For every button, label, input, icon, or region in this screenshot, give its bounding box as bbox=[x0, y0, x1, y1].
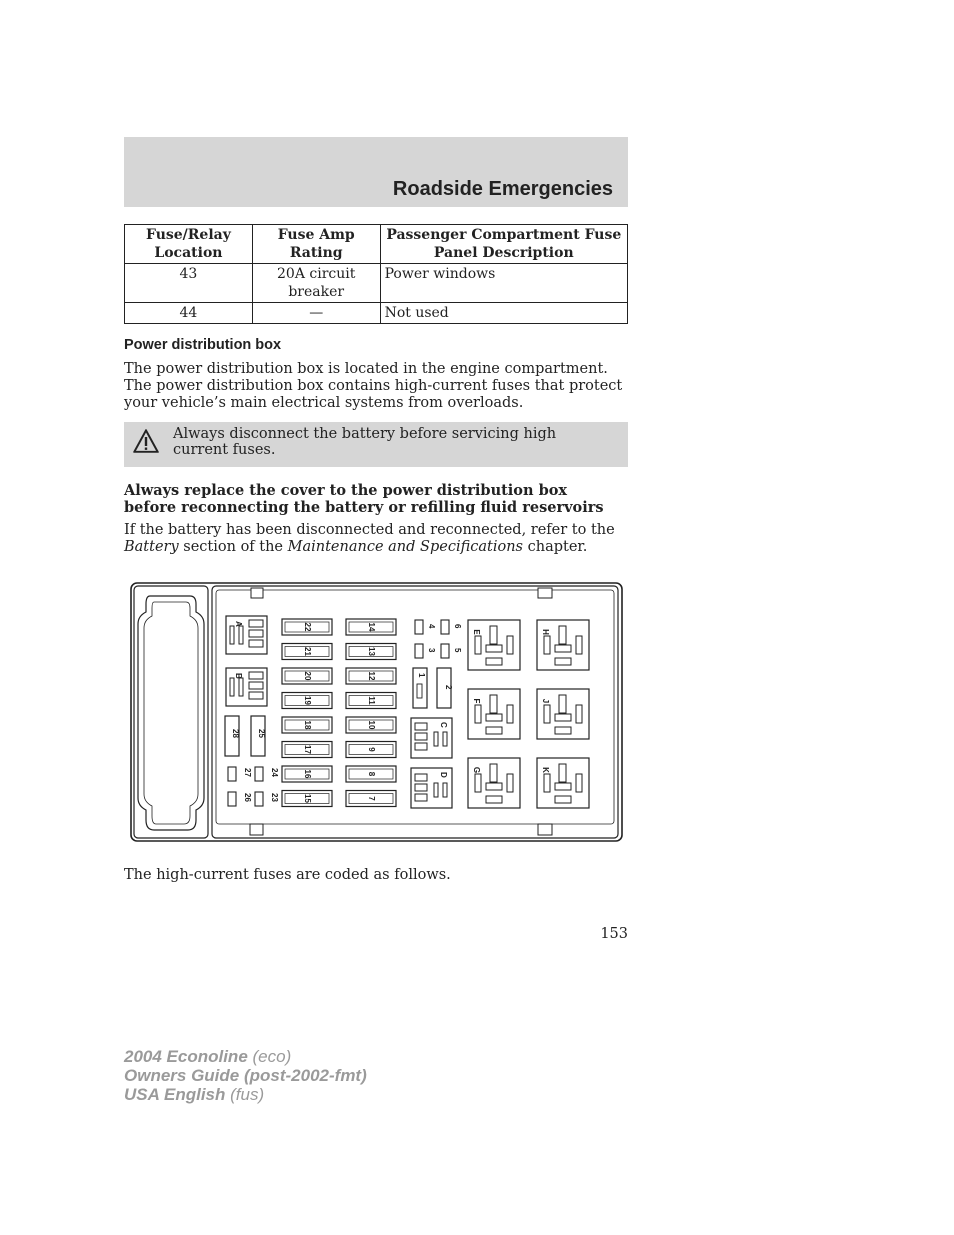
footer-text: (eco) bbox=[247, 1047, 292, 1066]
relay-F bbox=[468, 689, 520, 739]
column-header: Passenger Compartment Fuse Panel Description bbox=[380, 225, 627, 264]
italic-text: Maintenance and Specifications bbox=[287, 539, 523, 555]
fuse-1 bbox=[413, 668, 427, 708]
fuse-24 bbox=[255, 767, 279, 781]
text-run: chapter. bbox=[523, 539, 588, 555]
fuse-label: 6 bbox=[453, 624, 462, 629]
footer-text: Owners Guide (post-2002-fmt) bbox=[124, 1066, 367, 1085]
footer-text: 2004 Econoline bbox=[124, 1047, 248, 1066]
fuse-14 bbox=[346, 619, 396, 635]
fuse-column-1 bbox=[282, 619, 332, 807]
warning-triangle-icon bbox=[133, 428, 159, 454]
relay-C bbox=[411, 718, 452, 758]
italic-text: Battery bbox=[124, 539, 179, 555]
page-number: 153 bbox=[600, 926, 628, 942]
fuse-7 bbox=[346, 791, 396, 807]
table-cell: Power windows bbox=[380, 264, 627, 303]
fuse-label: 4 bbox=[427, 624, 436, 629]
relay-A bbox=[226, 616, 267, 654]
fuse-10 bbox=[346, 717, 396, 733]
fuse-9 bbox=[346, 742, 396, 758]
fuse-28 bbox=[225, 716, 240, 756]
fuse-5 bbox=[441, 644, 462, 658]
text-run: section of the bbox=[178, 539, 288, 555]
fuse-label: 25 bbox=[257, 729, 266, 738]
fuse-26 bbox=[228, 792, 252, 806]
section-heading: Power distribution box bbox=[124, 337, 282, 353]
after-diagram-text: The high-current fuses are coded as follows. bbox=[124, 867, 451, 883]
fuse-8 bbox=[346, 766, 396, 782]
fuse-label: 16 bbox=[302, 769, 312, 779]
fuse-label: 2 bbox=[444, 685, 453, 690]
fuse-label: 12 bbox=[366, 671, 376, 681]
fuse-label: 26 bbox=[243, 793, 252, 802]
fuse-18 bbox=[282, 717, 332, 733]
fuse-label: 1 bbox=[417, 673, 426, 678]
footer-line bbox=[124, 1066, 367, 1085]
fuse-label: 10 bbox=[366, 720, 376, 730]
fuse-label: 28 bbox=[231, 729, 240, 738]
fuse-4 bbox=[415, 620, 436, 634]
fuse-label: 19 bbox=[302, 696, 312, 705]
mount-tab bbox=[251, 588, 263, 598]
table-row bbox=[125, 264, 628, 303]
fuse-23 bbox=[255, 792, 279, 806]
fuse-27 bbox=[228, 767, 252, 781]
footer-text: (fus) bbox=[225, 1085, 265, 1104]
fuse-15 bbox=[282, 791, 332, 807]
cover-warning-paragraph: Always replace the cover to the power distribution box before reconnecting the battery or refilling fluid reservoirs bbox=[124, 482, 604, 516]
fuse-label: 9 bbox=[366, 747, 376, 752]
table-cell: 20A circuit breaker bbox=[252, 264, 380, 303]
relay-label: H bbox=[540, 629, 550, 635]
fuse-11 bbox=[346, 693, 396, 709]
fuse-label: 17 bbox=[302, 745, 312, 754]
relay-label: A bbox=[234, 621, 243, 627]
footer-line bbox=[124, 1047, 367, 1066]
table-row bbox=[125, 303, 628, 324]
relay-label: J bbox=[540, 698, 550, 704]
fuse-table bbox=[124, 224, 628, 324]
table-header-row bbox=[125, 225, 628, 264]
fuse-3 bbox=[415, 644, 436, 658]
fuse-19 bbox=[282, 693, 332, 709]
fuse-label: 13 bbox=[366, 647, 376, 656]
relay-label: C bbox=[439, 722, 448, 728]
fuse-label: 27 bbox=[243, 768, 252, 777]
relay-E bbox=[468, 620, 520, 670]
fuse-label: 22 bbox=[302, 622, 312, 632]
large-relays bbox=[468, 620, 589, 808]
fuse-label: 23 bbox=[270, 793, 279, 802]
fuse-6 bbox=[441, 620, 462, 634]
fuse-label: 18 bbox=[302, 720, 312, 730]
fuse-2 bbox=[437, 668, 453, 708]
relay-K bbox=[537, 758, 589, 808]
table-cell: Not used bbox=[380, 303, 627, 324]
relay-B bbox=[226, 668, 267, 706]
side-cover-outline bbox=[138, 596, 204, 830]
relay-label: G bbox=[471, 766, 481, 774]
column-header: Fuse/Relay Location bbox=[125, 225, 253, 264]
relay-label: B bbox=[234, 673, 243, 679]
fuse-label: 24 bbox=[270, 768, 279, 777]
relay-label: F bbox=[471, 698, 481, 704]
fuse-label: 11 bbox=[366, 696, 376, 705]
footer-text: USA English bbox=[124, 1085, 226, 1104]
mount-tab bbox=[250, 824, 263, 835]
relay-label: K bbox=[540, 767, 550, 773]
side-cover-inner bbox=[144, 602, 198, 824]
fuse-label: 21 bbox=[302, 647, 312, 656]
relay-label: D bbox=[439, 772, 448, 778]
relay-G bbox=[468, 758, 520, 808]
battery-paragraph bbox=[124, 522, 624, 556]
mount-tab bbox=[538, 588, 552, 598]
header-band bbox=[124, 137, 628, 207]
text-run: If the battery has been disconnected and reconnected, refer to the bbox=[124, 522, 615, 538]
intro-paragraph: The power distribution box is located in the engine compartment. The power distribution box contains high-current fuses that protect your vehicle’s main electrical systems from overloads. bbox=[124, 361, 623, 411]
fuse-21 bbox=[282, 644, 332, 660]
fuse-25 bbox=[251, 716, 266, 756]
footer bbox=[124, 1047, 367, 1104]
fuse-label: 7 bbox=[366, 796, 376, 801]
fuse-label: 8 bbox=[366, 771, 376, 777]
fuse-13 bbox=[346, 644, 396, 660]
relay-H bbox=[537, 620, 589, 670]
relay-D bbox=[411, 768, 452, 808]
fuse-12 bbox=[346, 668, 396, 684]
relay-J bbox=[537, 689, 589, 739]
fuse-22 bbox=[282, 619, 332, 635]
fuse-column-2 bbox=[346, 619, 396, 807]
column-header: Fuse Amp Rating bbox=[252, 225, 380, 264]
fuse-label: 5 bbox=[453, 648, 462, 653]
fuse-label: 3 bbox=[427, 648, 436, 653]
table-cell: 43 bbox=[125, 264, 253, 303]
footer-line bbox=[124, 1085, 367, 1104]
fuse-16 bbox=[282, 766, 332, 782]
page-title: Roadside Emergencies bbox=[392, 178, 613, 200]
fuse-label: 20 bbox=[302, 671, 312, 681]
fuse-20 bbox=[282, 668, 332, 684]
table-cell: 44 bbox=[125, 303, 253, 324]
fuse-17 bbox=[282, 742, 332, 758]
fuse-label: 15 bbox=[302, 794, 312, 803]
relay-label: E bbox=[471, 629, 481, 635]
mount-tab bbox=[538, 824, 552, 835]
fuse-label: 14 bbox=[366, 622, 376, 632]
power-distribution-box-diagram bbox=[130, 580, 624, 844]
warning-text: Always disconnect the battery before servicing high current fuses. bbox=[173, 426, 557, 458]
warning-box bbox=[124, 422, 628, 467]
table-cell: — bbox=[252, 303, 380, 324]
